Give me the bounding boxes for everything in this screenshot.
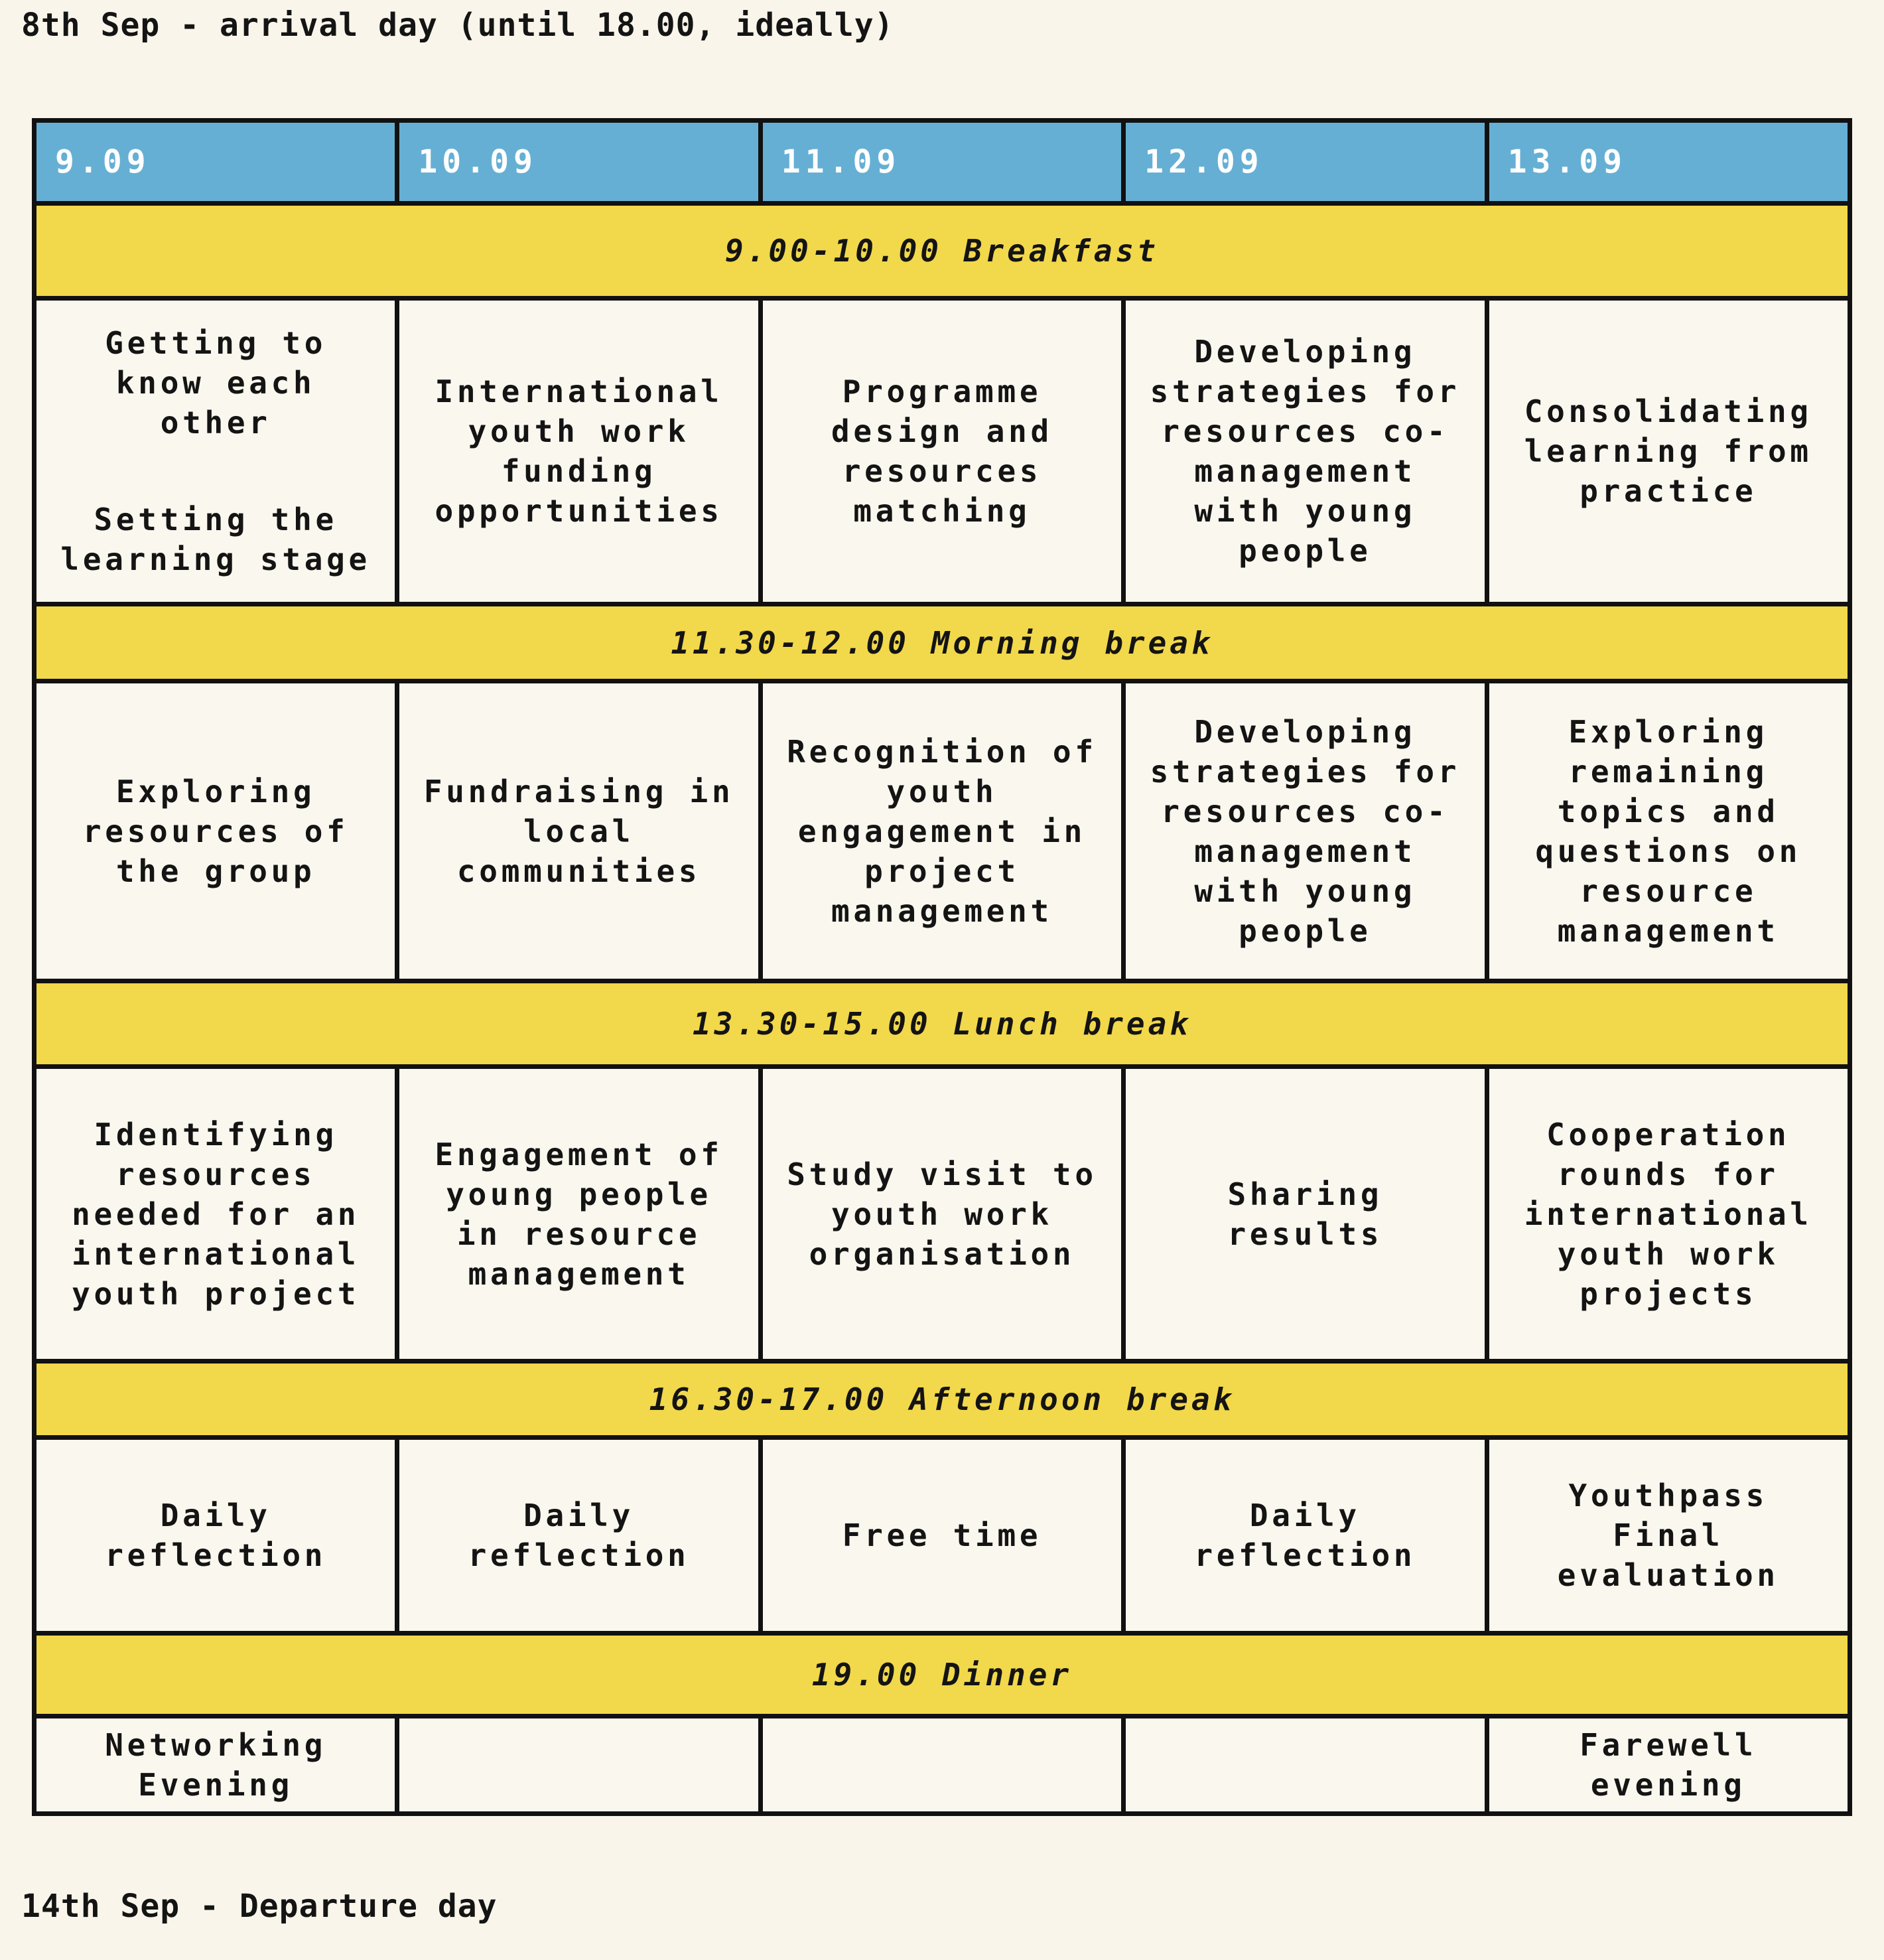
afternoon-session-row <box>34 1067 1850 1362</box>
session-cell <box>1487 1438 1850 1634</box>
session-text: Developing strategies for resources co-management with young people <box>1150 334 1461 569</box>
midday-session-row <box>34 681 1850 981</box>
day-header-row <box>34 121 1850 204</box>
session-cell <box>1124 299 1487 604</box>
morning-break-band: 11.30-12.00 Morning break <box>34 604 1850 681</box>
session-text: Developing strategies for resources co-management with young people <box>1150 713 1461 949</box>
lunch-band: 13.30-15.00 Lunch break <box>34 981 1850 1067</box>
session-text: International youth work funding opportunities <box>435 374 723 529</box>
session-text: Study visit to youth work organisation <box>787 1156 1097 1272</box>
session-text: Cooperation rounds for international youth work projects <box>1524 1116 1812 1312</box>
session-cell <box>34 1067 397 1362</box>
session-text: Networking Evening <box>105 1727 327 1803</box>
session-text: Exploring remaining topics and questions on resource management <box>1535 713 1802 949</box>
session-cell <box>34 299 397 604</box>
session-cell <box>1487 1067 1850 1362</box>
breakfast-band-row <box>34 204 1850 299</box>
session-text: Exploring resources of the group <box>82 773 349 889</box>
session-text: Recognition of youth engagement in project management <box>787 733 1097 929</box>
dinner-band-row <box>34 1634 1850 1716</box>
session-cell <box>1487 681 1850 981</box>
session-cell <box>1124 1438 1487 1634</box>
schedule-table <box>32 118 1852 1816</box>
session-text: Sharing results <box>1227 1176 1383 1252</box>
session-cell <box>34 681 397 981</box>
session-cell <box>397 1438 760 1634</box>
session-text: Fundraising in local communities <box>423 773 734 889</box>
session-cell <box>1124 1067 1487 1362</box>
session-text: Farewell evening <box>1580 1727 1757 1803</box>
session-cell <box>34 1438 397 1634</box>
day-header-cell: 12.09 <box>1124 121 1487 204</box>
breakfast-band: 9.00-10.00 Breakfast <box>34 204 1850 299</box>
session-cell-empty <box>760 1716 1123 1814</box>
session-text: Daily reflection <box>1194 1498 1416 1573</box>
day-header-cell: 10.09 <box>397 121 760 204</box>
session-text: Getting to know each other <box>105 325 327 441</box>
session-text: Setting the learning stage <box>60 502 371 577</box>
session-cell <box>760 1438 1123 1634</box>
day-header-cell: 13.09 <box>1487 121 1850 204</box>
session-cell <box>1487 299 1850 604</box>
session-cell <box>34 1716 397 1814</box>
session-text: Free time <box>842 1517 1042 1553</box>
afternoon-break-band: 16.30-17.00 Afternoon break <box>34 1362 1850 1438</box>
departure-day-title: 14th Sep - Departure day <box>21 1888 498 1925</box>
session-text: Consolidating learning from practice <box>1524 393 1812 509</box>
morning-session-row <box>34 299 1850 604</box>
session-cell <box>1124 681 1487 981</box>
session-cell <box>760 1067 1123 1362</box>
day-header-cell: 11.09 <box>760 121 1123 204</box>
session-cell <box>397 1067 760 1362</box>
session-text: Programme design and resources matching <box>831 374 1053 529</box>
session-cell-empty <box>1124 1716 1487 1814</box>
session-cell-empty <box>397 1716 760 1814</box>
night-session-row <box>34 1716 1850 1814</box>
session-text: Daily reflection <box>468 1498 690 1573</box>
morning-break-band-row <box>34 604 1850 681</box>
dinner-band: 19.00 Dinner <box>34 1634 1850 1716</box>
session-cell <box>1487 1716 1850 1814</box>
afternoon-break-band-row <box>34 1362 1850 1438</box>
arrival-day-title: 8th Sep - arrival day (until 18.00, ideally) <box>21 7 894 44</box>
session-cell <box>760 299 1123 604</box>
session-cell <box>760 681 1123 981</box>
session-cell <box>397 681 760 981</box>
day-header-cell: 9.09 <box>34 121 397 204</box>
evening-session-row <box>34 1438 1850 1634</box>
session-text: Identifying resources needed for an international youth project <box>72 1116 360 1312</box>
session-cell <box>397 299 760 604</box>
session-text: Daily reflection <box>105 1498 327 1573</box>
lunch-band-row <box>34 981 1850 1067</box>
session-text: Youthpass Final evaluation <box>1557 1478 1779 1593</box>
session-text: Engagement of young people in resource management <box>435 1136 723 1292</box>
